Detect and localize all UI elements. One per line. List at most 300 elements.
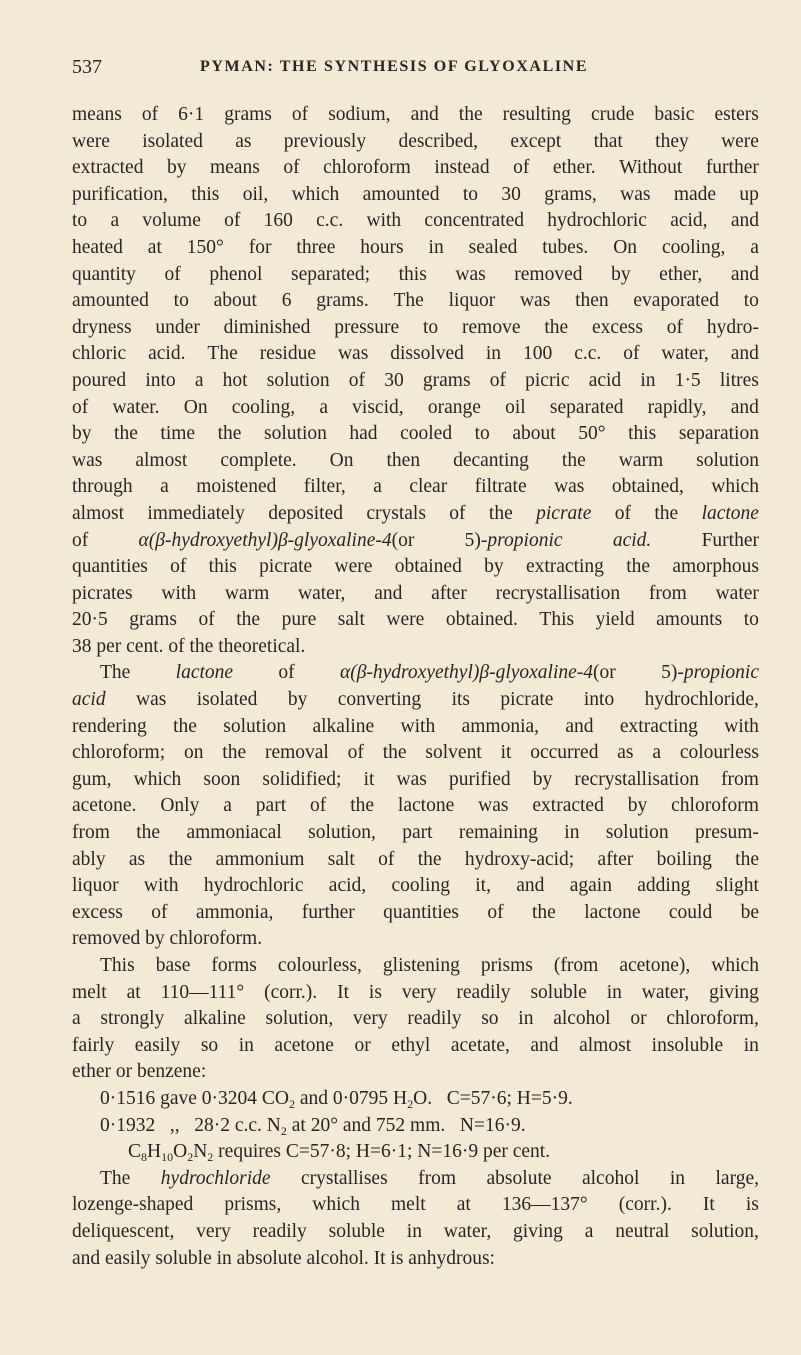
word [582,1166,639,1193]
word [619,953,690,980]
word [387,448,421,475]
text: means [72,104,122,125]
word [654,501,678,528]
word [72,607,108,634]
text-line [72,873,759,900]
text-line [72,129,759,156]
word [724,714,759,741]
word [330,448,354,475]
word [260,341,316,368]
word [391,1033,430,1060]
word [407,1006,461,1033]
word [591,102,634,129]
text-line [72,1219,759,1246]
word [100,1113,526,1140]
text: amorphous [672,556,759,578]
word [565,714,593,741]
text: salt [337,609,365,631]
text: removed [514,263,583,285]
text: grams. [316,290,369,312]
text: and [565,715,594,737]
text: as [235,130,252,152]
word [72,288,149,315]
text: (corr.). [264,981,318,1003]
word [672,554,759,581]
text: Only [160,795,200,817]
word [619,155,682,182]
text: a [652,742,662,764]
text: acetone [274,1034,334,1056]
text-line [72,1246,759,1273]
text: in [669,1167,686,1189]
text: solution, [691,1220,759,1242]
word [397,767,427,794]
text: removal [264,742,329,764]
word [136,820,160,847]
word [195,368,204,395]
text-line [72,687,759,714]
word [291,262,370,289]
word [598,847,634,874]
word [428,395,481,422]
text: with [724,715,759,737]
word [72,315,132,342]
text: described, [398,130,479,152]
text-line [72,448,759,475]
word [714,102,758,129]
word [72,687,106,714]
text: solution, [265,1008,334,1030]
text: means [209,157,260,179]
text: the [544,316,569,338]
text: 136—137° [501,1194,588,1216]
text: in [406,1220,422,1242]
text: separation [678,423,759,445]
word [259,554,312,581]
word [197,687,258,714]
text-line [72,607,759,634]
text-line [72,421,759,448]
word [223,714,286,741]
text: large, [715,1167,759,1189]
text: alkaline [184,1008,246,1030]
text: on [183,742,204,764]
text: at [456,1194,471,1216]
word [338,687,421,714]
text: presum- [695,822,759,844]
text: of [623,343,640,365]
text: adding [637,875,691,897]
text: part [255,795,287,817]
text: prisms [480,955,533,976]
text: decanting [453,449,529,471]
word [554,474,584,501]
text: was [554,476,585,498]
word [225,581,269,608]
text: litres [719,369,759,391]
word [161,980,245,1007]
text: cooling [391,875,450,897]
word [165,262,181,289]
word [739,182,759,209]
text: lozenge-shaped [72,1194,194,1216]
text: readily [252,1220,307,1242]
text: separated [549,396,624,418]
text: a [373,476,382,498]
text: crystallises [301,1167,388,1189]
word [657,847,712,874]
word [110,208,119,235]
word [210,155,260,182]
word [145,368,175,395]
word [100,660,130,687]
text: was [136,689,167,711]
word [239,1033,254,1060]
word [173,714,197,741]
word [487,1166,552,1193]
word [434,155,489,182]
word [542,235,588,262]
text: of [348,369,366,391]
text: dissolved [390,343,464,365]
text: a [72,1008,81,1030]
text: the [236,609,261,631]
text: lactone [584,901,641,923]
text: very [352,1008,388,1030]
text: liquor [448,290,496,312]
word [525,368,569,395]
text: of [347,742,364,764]
text: picrate [500,689,554,711]
word [391,873,450,900]
text: except [510,130,562,152]
word [399,262,427,289]
text: it, [475,875,491,897]
text: recrystallisation [495,582,621,604]
text: ammonium [215,848,305,870]
text: for [248,236,272,258]
text: 6 [281,290,292,312]
word [401,714,436,741]
word [312,1192,360,1219]
word [292,182,340,209]
word [72,873,119,900]
word [562,448,586,475]
text: resulting [502,104,571,125]
text: chloric [72,343,127,365]
text: amounted [362,183,440,205]
word [661,341,708,368]
text: by [532,768,553,790]
text: is [745,1194,759,1216]
text: basic [654,104,695,125]
word [329,873,366,900]
word [328,847,355,874]
word [144,873,179,900]
word [72,448,102,475]
word [501,740,512,767]
text: ammoniacal [186,822,282,844]
text: chloroform [323,157,411,179]
word [691,1219,759,1246]
text-line [72,900,759,927]
word [400,421,452,448]
text: pressure [334,316,400,338]
word [585,1219,594,1246]
word [373,474,382,501]
text: recrystallisation [574,768,699,790]
text-line [72,1192,759,1219]
text: to [743,290,759,312]
text: of [666,316,684,338]
word [112,395,159,422]
word [366,208,401,235]
text-line [72,315,759,342]
word [707,315,759,342]
text: the [532,901,556,923]
word [209,262,262,289]
text-line [72,208,759,235]
word [72,926,262,953]
word [620,182,650,209]
word [670,208,707,235]
text: by [166,157,187,179]
text: and [516,875,545,897]
text: excess [72,901,123,923]
body-text [72,102,759,1272]
text: which [711,476,759,498]
word [490,368,506,395]
word [518,1006,533,1033]
word [449,288,496,315]
text: strongly [100,1008,165,1030]
text: It [337,981,349,1003]
text: a [160,476,169,498]
word [750,235,759,262]
word [264,980,317,1007]
word [142,129,203,156]
text: were [386,609,425,631]
text: a [223,795,232,817]
text: The [207,343,238,365]
word [449,501,465,528]
word [72,421,92,448]
text: complete. [220,449,297,471]
text: the [222,742,247,764]
word [626,554,650,581]
word [425,740,481,767]
word [186,820,281,847]
word [459,102,483,129]
word [72,581,133,608]
word [656,607,722,634]
text: and 0·0795 H [295,1087,408,1109]
text: into [145,369,176,391]
text: alkaline [312,715,375,737]
text: The [100,662,131,684]
word [716,873,759,900]
word [383,953,460,980]
text: chloroform; [72,742,166,764]
subscript: 2 [407,1096,414,1111]
text: quantities [72,556,148,578]
text: orange [427,396,481,418]
word [390,341,464,368]
word [496,581,621,608]
word [72,900,123,927]
text: with [400,715,436,737]
text: amounts [656,609,723,631]
italic-text: picrate [536,502,592,524]
word [278,660,294,687]
word [612,474,684,501]
text-line [72,820,759,847]
text: 1·5 [674,369,701,391]
text: 20·5 [72,609,108,631]
text: converting [337,689,422,711]
text: alcohol [581,1167,640,1189]
word [268,501,343,528]
word [402,820,432,847]
text: On [613,236,638,258]
text: a [319,396,328,418]
word [530,1033,558,1060]
word [283,155,299,182]
text: almost [72,502,124,524]
word [520,288,550,315]
word [623,341,639,368]
word [282,288,292,315]
text-line [72,660,759,687]
text: yield [595,609,635,631]
text: chloroform, [666,1008,759,1030]
word [655,129,689,156]
text: solution [605,822,669,844]
text: part [402,822,433,844]
word [196,900,273,927]
word [156,953,191,980]
italic-text: lactone [175,662,234,684]
text: O. C=57·6; H=5·9. [413,1087,573,1109]
text: phenol [209,263,263,285]
text: of [291,104,309,125]
word [201,1033,218,1060]
word [501,182,521,209]
word [319,395,328,422]
text: melt [391,1194,426,1216]
word [72,634,305,661]
word [721,767,759,794]
subscript: 8 [141,1150,148,1165]
text: the [382,742,407,764]
text: this [398,263,427,285]
word [136,687,166,714]
text: they [655,130,689,152]
text: occurred [530,742,599,764]
word [720,368,759,395]
text: of [164,263,181,285]
word [296,235,335,262]
word [456,980,510,1007]
word [607,980,622,1007]
word [100,1166,130,1193]
text: soluble [328,1220,385,1242]
text: with [366,210,402,232]
text: 30 [501,183,521,205]
word [196,1219,231,1246]
text: almost [135,449,188,471]
text-line [72,182,759,209]
word [366,501,426,528]
text: which [291,183,340,205]
text: that [593,130,623,152]
word [703,1192,715,1219]
text: with [161,582,197,604]
text-line [72,1006,759,1033]
word [530,740,598,767]
italic-text: acid. [612,529,652,551]
text: alcohol [553,1008,611,1030]
text: the [136,822,161,844]
word [711,953,759,980]
text-line [72,102,759,129]
word [72,102,122,129]
text: concentrated [424,210,525,232]
text: this [628,423,657,445]
word [666,1006,759,1033]
word [72,262,136,289]
word [224,315,311,342]
text-line [72,368,759,395]
word [475,474,527,501]
text: viscid, [352,396,404,418]
word [216,847,305,874]
word [129,847,145,874]
text: the [458,104,483,125]
word [423,368,471,395]
word [301,1166,388,1193]
word [716,1166,760,1193]
word [451,1033,510,1060]
word [100,1086,573,1113]
text: It [702,1194,715,1216]
text: 150° [186,236,224,258]
text: to [474,423,490,445]
text: so [481,1008,499,1030]
word [481,1006,498,1033]
text: the [217,423,242,445]
word [645,687,759,714]
text: filter, [303,476,346,498]
text: ether or benzene: [72,1061,207,1083]
word [536,501,591,528]
word [606,820,669,847]
word [298,581,345,608]
text: grams [422,369,471,391]
text: was [519,290,551,312]
text: evaporated [633,290,719,312]
text: in [238,1034,254,1056]
text: On [329,449,354,471]
word [669,900,712,927]
text: of [487,901,504,923]
word [72,1033,114,1060]
word [374,581,402,608]
text: colourless, [277,955,362,976]
word [398,129,478,156]
word [513,155,529,182]
text: under [155,316,200,338]
